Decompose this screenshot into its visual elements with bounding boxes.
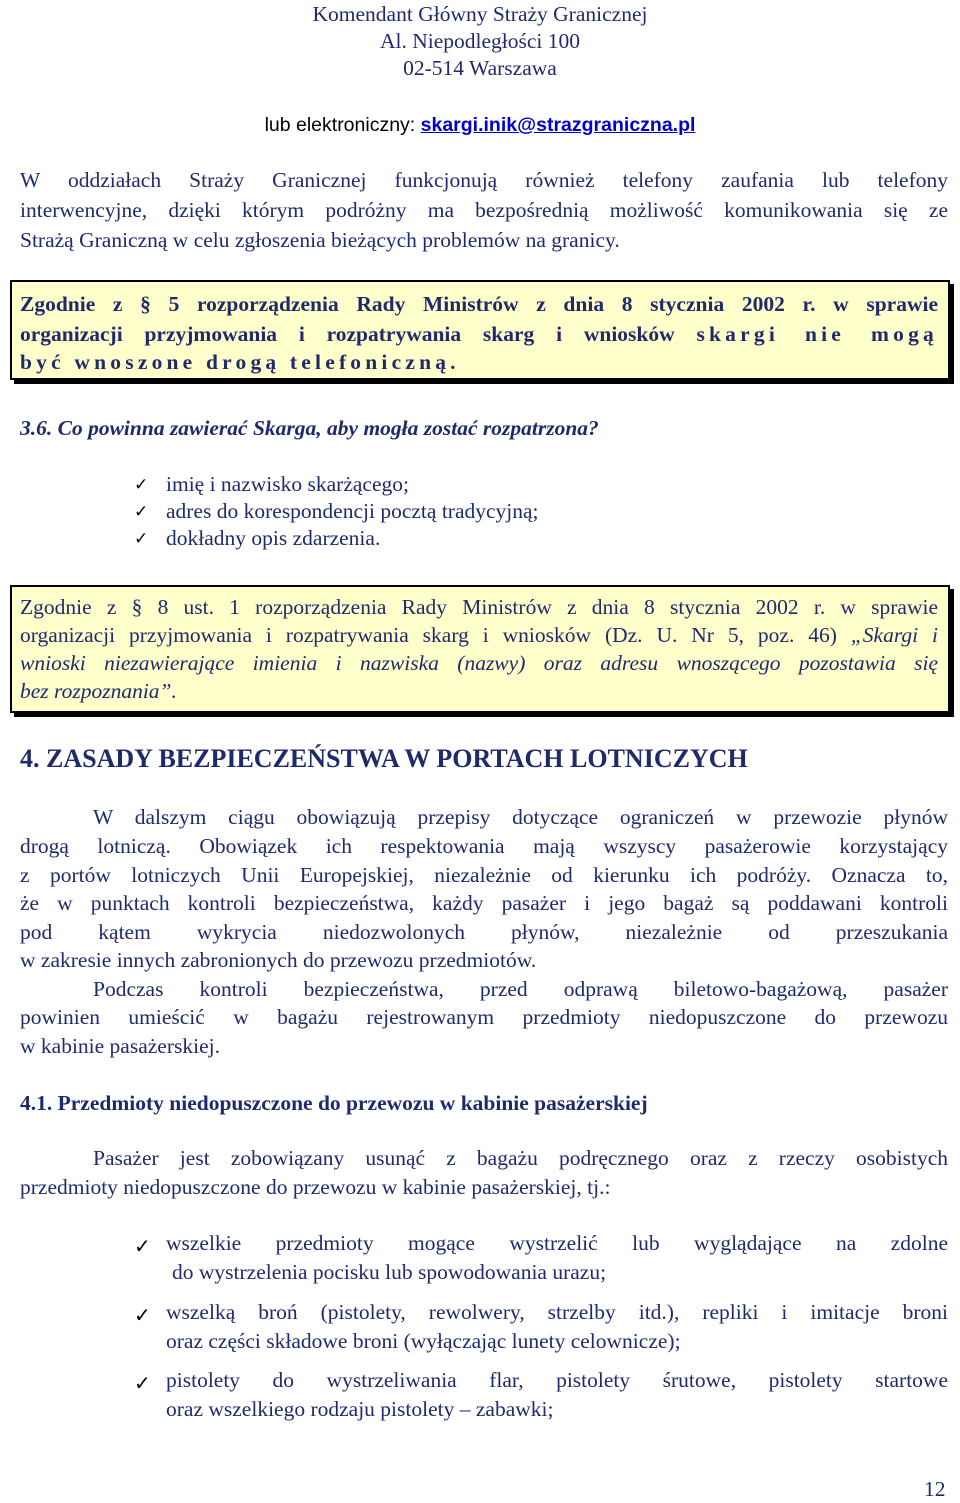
list-item-line-1: wszelkie przedmioty mogące wystrzelić lub wyglądające na zdolne xyxy=(166,1231,948,1255)
email-prefix: lub elektroniczny: xyxy=(264,114,421,136)
check-icon: ✓ xyxy=(134,1234,151,1258)
para1-line-1: W dalszym ciągu obowiązują przepisy dotyczące ograniczeń w przewozie płynów xyxy=(93,805,948,829)
box1-line-2 xyxy=(20,320,938,348)
notice-box-phone xyxy=(10,280,950,380)
para2-line-2: powinien umieścić w bagażu rejestrowanym przedmioty niedopuszczone do przewozu xyxy=(20,1005,948,1029)
address-line-3: 02-514 Warszawa xyxy=(403,56,557,80)
intro-line-3: Strażą Graniczną w celu zgłoszenia bieżących problemów na granicy. xyxy=(20,228,620,252)
box2-line-2-text: organizacji przyjmowania i rozpatrywania skarg i wniosków (Dz. U. Nr 5, poz. 46) xyxy=(20,623,851,647)
section-3-6-heading: 3.6. Co powinna zawierać Skarga, aby mogła zostać rozpatrzona? xyxy=(20,416,599,440)
para1-line-2: drogą lotniczą. Obowiązek ich respektowania mają wszyscy pasażerowie korzystający xyxy=(20,834,948,858)
check-icon: ✓ xyxy=(134,529,149,549)
para1-line-3: z portów lotniczych Unii Europejskiej, niezależnie od kierunku ich podróży. Oznacza to, xyxy=(20,863,948,887)
box2-line-1: Zgodnie z § 8 ust. 1 rozporządzenia Rady Ministrów z dnia 8 stycznia 2002 r. w sprawie xyxy=(20,595,938,619)
para1-line-6: w zakresie innych zabronionych do przewozu przedmiotów. xyxy=(20,948,537,972)
email-line xyxy=(0,111,960,139)
para3-line-2: przedmioty niedopuszczone do przewozu w kabinie pasażerskiej, tj.: xyxy=(20,1175,611,1199)
box2-quote-start: „Skargi i xyxy=(850,623,938,647)
section-4-heading: 4. ZASADY BEZPIECZEŃSTWA W PORTACH LOTNICZYCH xyxy=(20,744,748,773)
list-item-line-2: oraz części składowe broni (wyłączając lunety celownicze); xyxy=(166,1329,681,1353)
para1-line-5: pod kątem wykrycia niedozwolonych płynów, niezależnie od przeszukania xyxy=(20,920,948,944)
box1-line-2-text: organizacji przyjmowania i rozpatrywania skarg i wniosków xyxy=(20,322,697,346)
box2-line-3: wnioski niezawierające imienia i nazwiska (nazwy) oraz adresu wnoszącego pozostawia się xyxy=(20,651,938,675)
box2-line-2 xyxy=(20,621,938,649)
intro-line-2: interwencyjne, dzięki którym podróżny ma bezpośrednią możliwość komunikowania się ze xyxy=(20,198,948,222)
check-icon: ✓ xyxy=(134,475,149,495)
box1-line-3: być wnoszone drogą telefoniczną. xyxy=(20,350,460,374)
para3-line-1: Pasażer jest zobowiązany usunąć z bagażu podręcznego oraz z rzeczy osobistych xyxy=(93,1146,948,1170)
para2-line-1: Podczas kontroli bezpieczeństwa, przed odprawą biletowo-bagażową, pasażer xyxy=(93,977,948,1001)
page-number: 12 xyxy=(924,1477,946,1501)
list-item-line-2: oraz wszelkiego rodzaju pistolety – zabawki; xyxy=(166,1397,554,1421)
para1-line-4: że w punktach kontroli bezpieczeństwa, każdy pasażer i jego bagaż są poddawani kontroli xyxy=(20,891,948,915)
list-item-line-1: pistolety do wystrzeliwania flar, pistolety śrutowe, pistolety startowe xyxy=(166,1368,948,1392)
list-item: dokładny opis zdarzenia. xyxy=(166,526,381,550)
section-4-1-heading: 4.1. Przedmioty niedopuszczone do przewozu w kabinie pasażerskiej xyxy=(20,1091,648,1115)
email-link[interactable]: skargi.inik@strazgraniczna.pl xyxy=(420,114,696,136)
address-line-2: Al. Niepodległości 100 xyxy=(379,29,581,53)
box1-emphasis: skargi nie mogą xyxy=(696,322,938,346)
list-item-line-2: do wystrzelenia pocisku lub spowodowania urazu; xyxy=(172,1260,607,1284)
intro-line-1: W oddziałach Straży Granicznej funkcjonują również telefony zaufania lub telefony xyxy=(20,168,948,192)
address-line-1: Komendant Główny Straży Granicznej xyxy=(312,2,648,26)
check-icon: ✓ xyxy=(134,502,149,522)
notice-box-anonymous xyxy=(10,585,950,713)
list-item-line-1: wszelką broń (pistolety, rewolwery, strzelby itd.), repliki i imitacje broni xyxy=(166,1300,948,1324)
box1-line-1: Zgodnie z § 5 rozporządzenia Rady Ministrów z dnia 8 stycznia 2002 r. w sprawie xyxy=(20,292,938,316)
list-item: imię i nazwisko skarżącego; xyxy=(166,472,409,496)
check-icon: ✓ xyxy=(134,1371,151,1395)
para2-line-3: w kabinie pasażerskiej. xyxy=(20,1034,220,1058)
list-item: adres do korespondencji pocztą tradycyjną; xyxy=(166,499,539,523)
box2-line-4: bez rozpoznania”. xyxy=(20,679,177,703)
check-icon: ✓ xyxy=(134,1303,151,1327)
